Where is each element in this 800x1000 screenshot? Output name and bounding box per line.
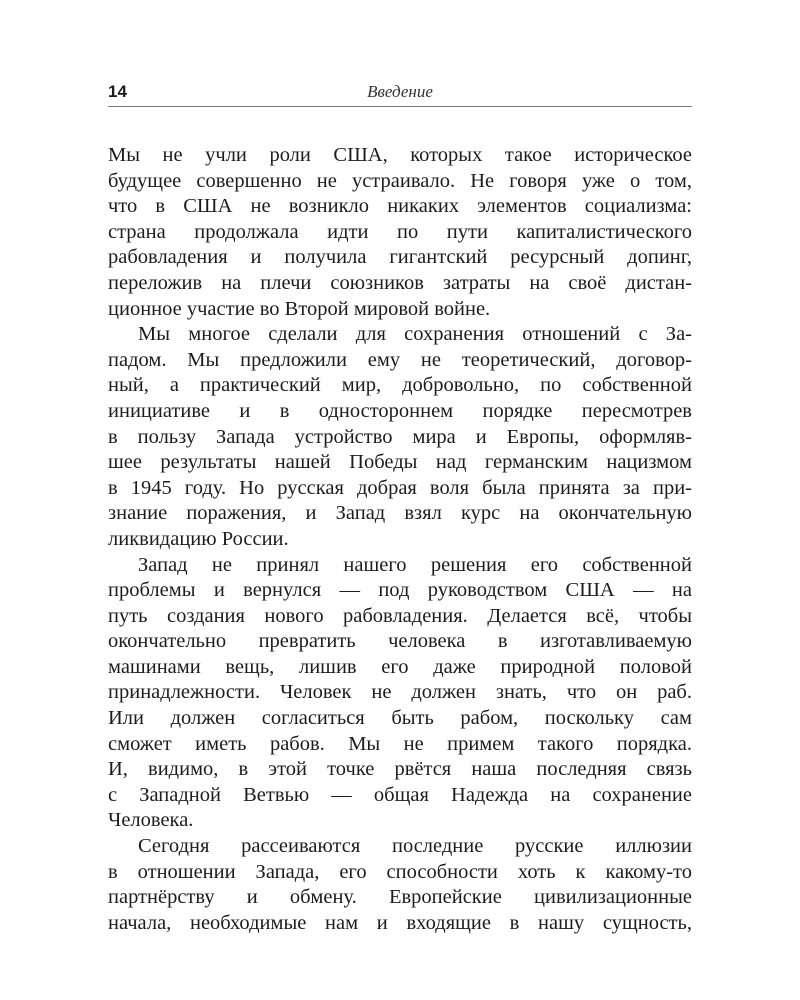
text-line: начала, необходимые нам и входящие в нашу сущность,	[108, 911, 692, 934]
text-line: знание поражения, и Запад взял курс на окончательную	[108, 502, 692, 525]
text-line: будущее совершенно не устраивало. Не говоря уже о том,	[108, 169, 692, 192]
text-line: ционное участие во Второй мировой войне.	[108, 297, 491, 320]
page-number: 14	[108, 82, 127, 101]
text-line: проблемы и вернулся — под руководством США — на	[108, 579, 692, 602]
text-line: принадлежности. Человек не должен знать, что он раб.	[108, 681, 692, 704]
text-line: партнёрству и обмену. Европейские цивилизационные	[108, 886, 692, 909]
text-line: с Западной Ветвью — общая Надежда на сохранение	[108, 783, 692, 806]
text-line: сможет иметь рабов. Мы не примем такого порядка.	[108, 732, 692, 755]
text-line: в 1945 году. Но русская добрая воля была принята за при-	[108, 476, 692, 499]
page-header	[108, 80, 692, 107]
text-line: рабовладения и получила гигантский ресурсный допинг,	[108, 246, 692, 269]
text-line: падом. Мы предложили ему не теоретический, договор-	[108, 348, 692, 371]
text-line: ный, а практический мир, добровольно, по собственной	[108, 374, 692, 397]
text-line: переложив на плечи союзников затраты на своё дистан-	[108, 271, 692, 294]
text-line: Сегодня рассеиваются последние русские иллюзии	[138, 835, 692, 858]
text-line: машинами вещь, лишив его даже природной половой	[108, 655, 692, 678]
paragraph	[108, 143, 692, 322]
text-line: шее результаты нашей Победы над германским нацизмом	[108, 451, 692, 474]
text-line: страна продолжала идти по пути капиталистического	[108, 220, 692, 243]
text-line: ликвидацию России.	[108, 527, 289, 550]
text-line: окончательно превратить человека в изготавливаемую	[108, 630, 692, 653]
text-line: в пользу Запада устройство мира и Европы, оформляв-	[108, 425, 692, 448]
text-line: инициативе и в одностороннем порядке пересмотрев	[108, 399, 692, 422]
paragraph	[108, 834, 692, 936]
paragraph	[108, 322, 692, 552]
text-line: путь создания нового рабовладения. Делается всё, чтобы	[108, 604, 692, 627]
text-line: в отношении Запада, его способности хоть к какому-то	[108, 860, 692, 883]
text-line: Запад не принял нашего решения его собственной	[138, 553, 692, 576]
text-line: что в США не возникло никаких элементов социализма:	[108, 195, 692, 218]
text-line: Или должен согласиться быть рабом, поскольку сам	[108, 707, 692, 730]
text-line: Мы многое сделали для сохранения отношений с За-	[138, 323, 692, 346]
text-line: Мы не учли роли США, которых такое историческое	[108, 144, 692, 166]
running-title: Введение	[367, 82, 433, 101]
text-line: Человека.	[108, 809, 194, 832]
body-text	[108, 143, 692, 936]
paragraph	[108, 553, 692, 835]
text-line: И, видимо, в этой точке рвётся наша последняя связь	[108, 758, 692, 781]
